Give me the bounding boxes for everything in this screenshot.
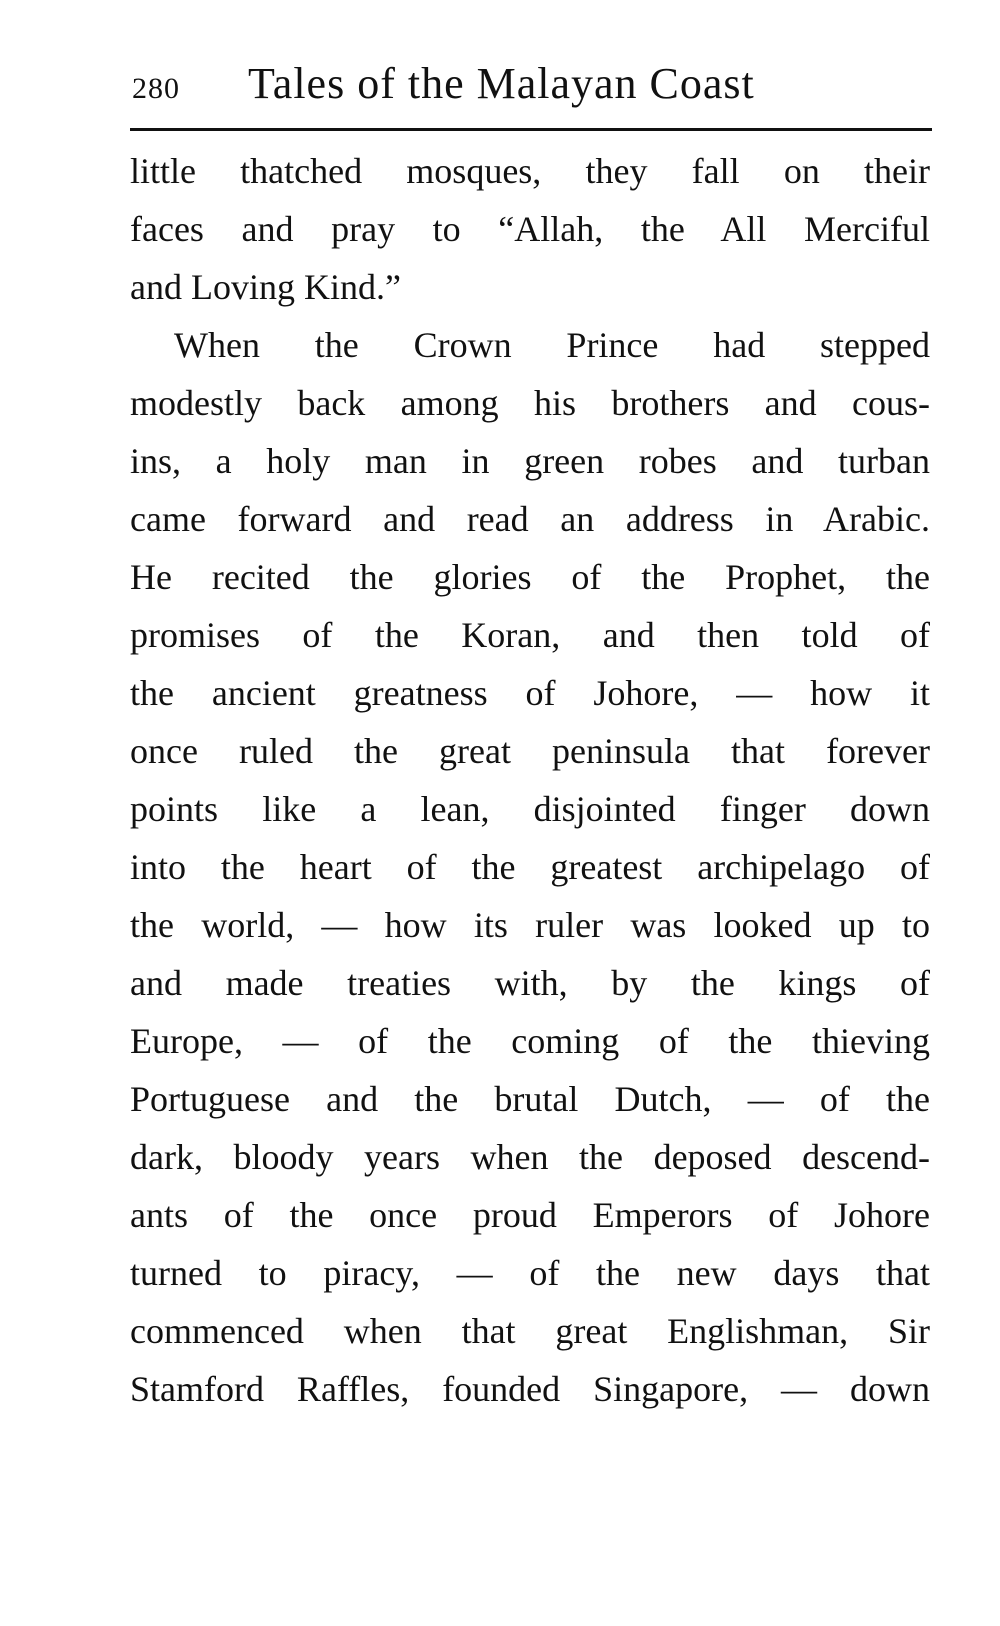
text-line: commenced when that great Englishman, Sir bbox=[130, 1311, 930, 1351]
text-line: Portuguese and the brutal Dutch, — of the bbox=[130, 1079, 930, 1119]
text-line: turned to piracy, — of the new days that bbox=[130, 1253, 930, 1293]
text-line: Europe, — of the coming of the thieving bbox=[130, 1021, 930, 1061]
text-line: points like a lean, disjointed finger down bbox=[130, 789, 930, 829]
page-header bbox=[130, 58, 930, 114]
body-text bbox=[130, 142, 930, 1418]
text-line: little thatched mosques, they fall on their bbox=[130, 151, 930, 191]
text-line: the world, — how its ruler was looked up to bbox=[130, 905, 930, 945]
text-line: dark, bloody years when the deposed descend- bbox=[130, 1137, 930, 1177]
text-line: ants of the once proud Emperors of Johore bbox=[130, 1195, 930, 1235]
text-line: once ruled the great peninsula that forever bbox=[130, 731, 930, 771]
text-line: and Loving Kind.” bbox=[130, 267, 401, 307]
text-line: faces and pray to “Allah, the All Merciful bbox=[130, 209, 930, 249]
text-line: modestly back among his brothers and cous- bbox=[130, 383, 930, 423]
text-line: When the Crown Prince had stepped bbox=[174, 325, 930, 365]
text-line: Stamford Raffles, founded Singapore, — down bbox=[130, 1369, 930, 1409]
text-line: came forward and read an address in Arabic. bbox=[130, 499, 930, 539]
text-line: into the heart of the greatest archipelago of bbox=[130, 847, 930, 887]
text-line: and made treaties with, by the kings of bbox=[130, 963, 930, 1003]
text-line: ins, a holy man in green robes and turban bbox=[130, 441, 930, 481]
page-number: 280 bbox=[132, 72, 180, 105]
header-rule bbox=[130, 128, 932, 131]
text-line: the ancient greatness of Johore, — how it bbox=[130, 673, 930, 713]
running-title: Tales of the Malayan Coast bbox=[248, 59, 755, 108]
text-line: promises of the Koran, and then told of bbox=[130, 615, 930, 655]
text-line: He recited the glories of the Prophet, the bbox=[130, 557, 930, 597]
